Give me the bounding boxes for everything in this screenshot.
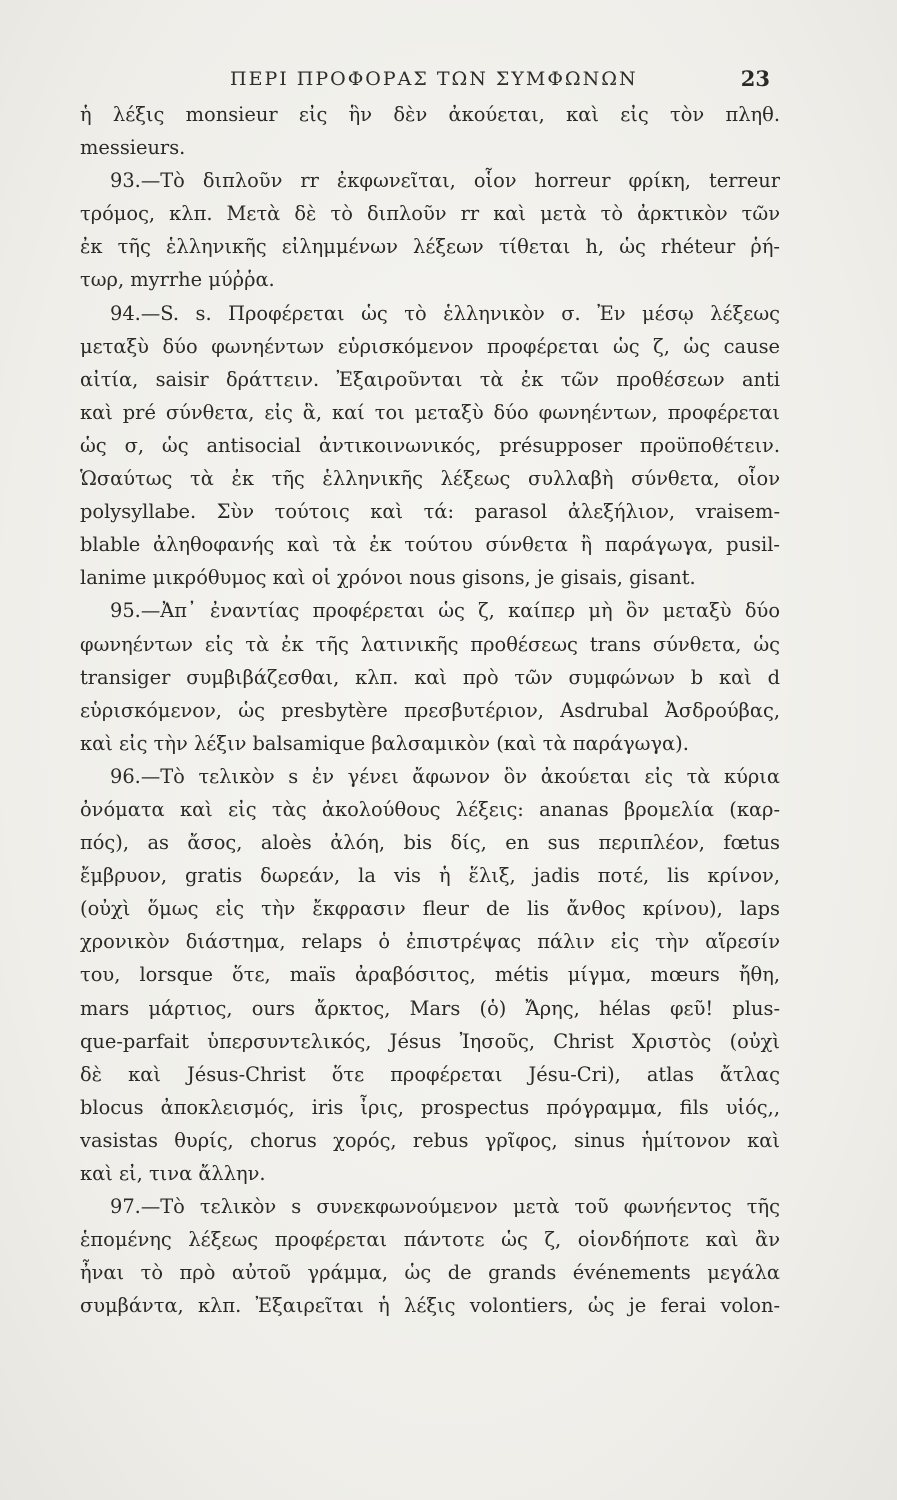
text-line: τωρ, myrrhe μύῤῥα. [80, 268, 275, 292]
text-line: του, lorsque ὅτε, maïs ἀραβόσιτος, métis μίγμα, mœurs ἤθη, [80, 963, 780, 987]
text-line: lanime μικρόθυμος καὶ οἱ χρόνοι nous gisons, je gisais, gisant. [80, 566, 696, 590]
text-line: (οὐχὶ ὅμως εἰς τὴν ἔκφρασιν fleur de lis ἄνθος κρίνου), laps [80, 897, 780, 921]
text-line: 93.—Τὸ διπλοῦν rr ἐκφωνεῖται, οἷον horreur φρίκη, terreur [110, 169, 780, 193]
text-line: εὑρισκόμενον, ὡς presbytère πρεσβυτέριον, Asdrubal Ἀσδρούβας, [80, 698, 780, 722]
running-head: ΠΕΡΙ ΠΡΟΦΟΡΑΣ ΤΩΝ ΣΥΜΦΩΝΩΝ [230, 68, 638, 90]
text-line: mars μάρτιος, ours ἄρκτος, Mars (ὁ) Ἄρης, hélas φεῦ! plus- [80, 996, 780, 1020]
text-line: blocus ἀποκλεισμός, iris ἶρις, prospectus πρόγραμμα, fils υἱός,, [80, 1095, 780, 1119]
text-line: ἡ λέξις monsieur εἰς ἣν δὲν ἀκούεται, καὶ εἰς τὸν πληθ. [80, 103, 780, 126]
text-line: αἰτία, saisir δράττειν. Ἐξαιροῦνται τὰ ἐκ τῶν προθέσεων anti [80, 367, 780, 391]
text-line: τρόμος, κλπ. Μετὰ δὲ τὸ διπλοῦν rr καὶ μετὰ τὸ ἀρκτικὸν τῶν [80, 202, 780, 226]
text-line: καὶ εἰς τὴν λέξιν balsamique βαλσαμικὸν (καὶ τὰ παράγωγα). [80, 731, 689, 755]
text-line: καὶ εἰ, τινα ἄλλην. [80, 1162, 266, 1185]
text-line: blable ἀληθοφανής καὶ τὰ ἐκ τούτου σύνθετα ἢ παράγωγα, pusil- [80, 533, 780, 557]
text-line: ἔμβρυον, gratis δωρεάν, la vis ἡ ἕλιξ, jadis ποτέ, lis κρίνον, [80, 864, 780, 888]
text-line: χρονικὸν διάστημα, relaps ὁ ἐπιστρέψας πάλιν εἰς τὴν αἵρεσίν [80, 930, 780, 954]
text-line: 95.—Ἀπ᾽ ἐναντίας προφέρεται ὡς ζ, καίπερ μὴ ὂν μεταξὺ δύο [110, 599, 780, 623]
text-line: 96.—Τὸ τελικὸν s ἐν γένει ἄφωνον ὃν ἀκούεται εἰς τὰ κύρια [110, 764, 780, 788]
text-line: polysyllabe. Σὺν τούτοις καὶ τά: parasol ἀλεξήλιον, vraisem- [80, 500, 780, 524]
text-line: δὲ καὶ Jésus-Christ ὅτε προφέρεται Jésu-Cri), atlas ἄτλας [80, 1062, 780, 1086]
text-line: ἐκ τῆς ἑλληνικῆς εἰλημμένων λέξεων τίθεται h, ὡς rhéteur ῥή- [80, 235, 780, 259]
text-line: Ὡσαύτως τὰ ἐκ τῆς ἑλληνικῆς λέξεως συλλαβὴ σύνθετα, οἷον [80, 467, 780, 491]
text-line: συμβάντα, κλπ. Ἐξαιρεῖται ἡ λέξις volontiers, ὡς je ferai volon- [80, 1294, 780, 1318]
text-line: ἦναι τὸ πρὸ αὐτοῦ γράμμα, ὡς de grands événements μεγάλα [80, 1261, 780, 1285]
text-line: ἑπομένης λέξεως προφέρεται πάντοτε ὡς ζ, οἱονδήποτε καὶ ἂν [80, 1228, 780, 1252]
text-line: que-parfait ὑπερσυντελικός, Jésus Ἰησοῦς, Christ Χριστὸς (οὐχὶ [80, 1029, 780, 1053]
text-line: ὡς σ, ὡς antisocial ἀντικοινωνικός, présupposer προϋποθέτειν. [80, 433, 780, 457]
page-header [80, 62, 770, 98]
text-line: καὶ pré σύνθετα, εἰς ἃ, καί τοι μεταξὺ δύο φωνηέντων, προφέρεται [80, 400, 780, 424]
text-line: φωνηέντων εἰς τὰ ἐκ τῆς λατινικῆς προθέσεως trans σύνθετα, ὡς [80, 632, 780, 656]
body-text [80, 98, 780, 1322]
text-line: transiger συμβιβάζεσθαι, κλπ. καὶ πρὸ τῶν συμφώνων b καὶ d [80, 665, 780, 689]
text-line: 94.—S. s. Προφέρεται ὡς τὸ ἑλληνικὸν σ. Ἐν μέσῳ λέξεως [110, 301, 780, 325]
text-line: vasistas θυρίς, chorus χορός, rebus γρῖφος, sinus ἡμίτονον καὶ [80, 1128, 780, 1152]
text-line: πός), as ἄσος, aloès ἀλόη, bis δίς, en sus περιπλέον, fœtus [80, 831, 780, 855]
text-line: 97.—Τὸ τελικὸν s συνεκφωνούμενον μετὰ τοῦ φωνήεντος τῆς [110, 1195, 780, 1219]
page-number: 23 [740, 66, 770, 91]
text-line: ὀνόματα καὶ εἰς τὰς ἀκολούθους λέξεις: ananas βρομελία (καρ- [80, 797, 780, 821]
text-line: μεταξὺ δύο φωνηέντων εὑρισκόμενον προφέρεται ὡς ζ, ὡς cause [80, 334, 780, 358]
text-line: messieurs. [80, 136, 186, 160]
